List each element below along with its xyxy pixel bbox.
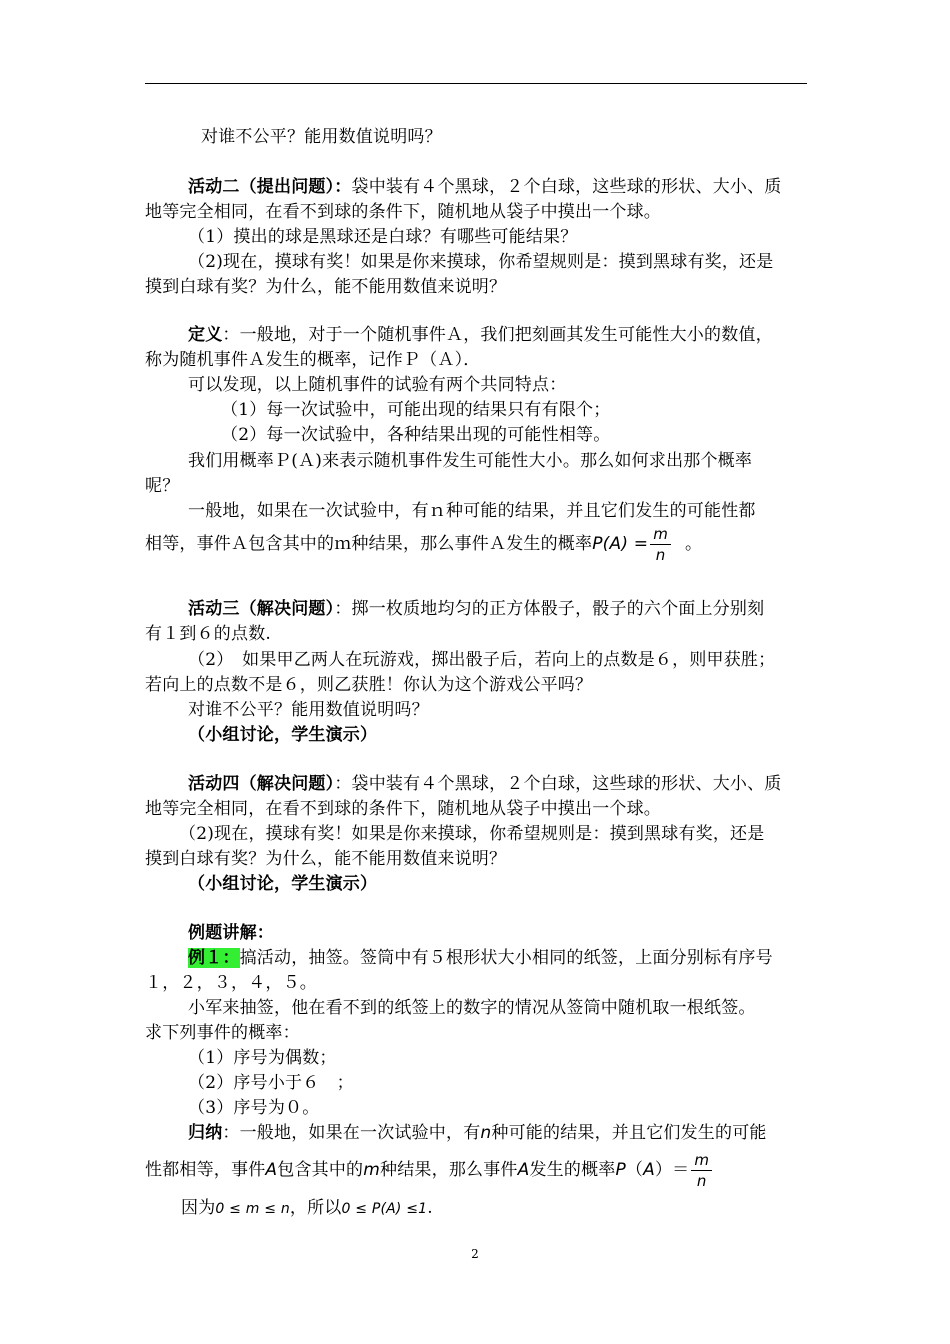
text: 例题讲解： — [188, 923, 274, 943]
page-number: 2 — [471, 1247, 479, 1261]
activity-two-heading: 活动二（提出问题）： — [188, 177, 352, 197]
feature-2 — [145, 423, 807, 447]
equals-sign: ＝ — [672, 1160, 690, 1180]
activity-four-question-2a — [145, 822, 807, 846]
text: （小组讨论，学生演示） — [188, 725, 378, 745]
text: ：一般地，如果在一次试验中，有 — [222, 1123, 481, 1143]
text: （2)现在，摸球有奖！如果是你来摸球，你希望规则是：摸到黑球有奖，还是 — [188, 252, 774, 272]
activity-two-question-2a — [145, 250, 807, 274]
text: 若向上的点数不是６，则乙获胜！你认为这个游戏公平吗？ — [145, 675, 593, 695]
inequality-expression: 0 ≤ m ≤ n — [215, 1201, 290, 1217]
text: 对谁不公平？能用数值说明吗？ — [201, 127, 442, 147]
variable-n: n — [480, 1123, 492, 1143]
fraction-numerator: m — [650, 524, 671, 545]
text: （1）摸出的球是黑球还是白球？有哪些可能结果？ — [188, 227, 578, 247]
group-discussion-1 — [145, 723, 807, 747]
activity-four-question-2b — [145, 847, 807, 871]
variable-p: P — [615, 1160, 626, 1180]
definition-line-2 — [145, 348, 807, 372]
activity-three-question-2a — [145, 648, 807, 672]
activity-two-line-2 — [145, 200, 807, 224]
text: 性都相等，事件 — [145, 1160, 266, 1180]
probability-range-expression: 0 ≤ P(A) ≤1 — [341, 1201, 428, 1217]
text: （2） 如果甲乙两人在玩游戏，掷出骰子后，若向上的点数是６，则甲获胜； — [188, 650, 776, 670]
text: ：掷一枚质地均匀的正方体骰子，骰子的六个面上分别刻 — [334, 599, 765, 619]
text: （2）序号小于６ ； — [188, 1073, 354, 1093]
example-1-line-3 — [145, 996, 807, 1020]
activity-three-question-3 — [145, 698, 807, 722]
activity-four-heading: 活动四（解决问题） — [188, 774, 335, 794]
inequality-line — [145, 1196, 807, 1221]
summary-line-2 — [145, 1148, 807, 1192]
example-1-line-4 — [145, 1021, 807, 1045]
features-intro — [145, 373, 807, 397]
text: 发生的概率 — [529, 1160, 616, 1180]
text: 。 — [685, 534, 703, 554]
variable-a: A — [643, 1160, 655, 1180]
question-line-a — [145, 449, 807, 473]
example-1-label: 例１： — [188, 948, 240, 968]
text: 地等完全相同，在看不到球的条件下，随机地从袋子中摸出一个球。 — [145, 202, 661, 222]
text: （2）每一次试验中，各种结果出现的可能性相等。 — [221, 425, 611, 445]
fraction-m-over-n — [691, 1150, 712, 1191]
text: 包含其中的 — [277, 1160, 364, 1180]
text: . — [427, 1198, 433, 1218]
text: 地等完全相同，在看不到球的条件下，随机地从袋子中摸出一个球。 — [145, 799, 661, 819]
text: ：一般地，对于一个随机事件Ａ，我们把刻画其发生可能性大小的数值， — [222, 325, 773, 345]
activity-three-line-2 — [145, 622, 807, 646]
variable-a: A — [517, 1160, 530, 1180]
text: 求下列事件的概率： — [145, 1023, 300, 1043]
text: 袋中装有４个黑球，２个白球，这些球的形状、大小、质 — [351, 177, 782, 197]
summary-line-1 — [145, 1121, 807, 1145]
text: 有１到６的点数. — [145, 624, 272, 644]
question-line-b — [145, 474, 807, 498]
text: １，２，３，４，５。 — [145, 973, 317, 993]
fraction-m-over-n — [650, 524, 671, 565]
fraction-denominator: n — [696, 1172, 707, 1190]
text: ，所以 — [289, 1198, 342, 1218]
definition-heading: 定义 — [188, 325, 223, 345]
header-rule — [145, 83, 807, 84]
example-1-line-2 — [145, 971, 807, 995]
text: 搞活动，抽签。签筒中有５根形状大小相同的纸签，上面分别标有序号 — [239, 948, 773, 968]
text: 呢？ — [145, 476, 180, 496]
text: 我们用概率Ｐ(Ａ)来表示随机事件发生可能性大小。那么如何求出那个概率 — [188, 451, 753, 471]
group-discussion-2 — [145, 872, 807, 896]
activity-two-question-1 — [145, 225, 807, 249]
text: （2)现在，摸球有奖！如果是你来摸球，你希望规则是：摸到黑球有奖，还是 — [179, 824, 765, 844]
feature-1 — [145, 398, 807, 422]
definition-line-1 — [145, 323, 807, 347]
activity-two-question-2b — [145, 275, 807, 299]
activity-two-line-1 — [145, 175, 807, 199]
text: 可以发现，以上随机事件的试验有两个共同特点： — [188, 375, 567, 395]
variable-m: m — [363, 1160, 381, 1180]
text: ：袋中装有４个黑球，２个白球，这些球的形状、大小、质 — [334, 774, 782, 794]
summary-heading: 归纳 — [188, 1123, 223, 1143]
text: ） — [654, 1160, 673, 1180]
activity-three-question-2b — [145, 673, 807, 697]
variable-a: A — [265, 1160, 278, 1180]
example-1-line-1 — [145, 946, 807, 970]
text: 一般地，如果在一次试验中，有ｎ种可能的结果，并且它们发生的可能性都 — [188, 501, 756, 521]
text: 种结果，那么事件 — [380, 1160, 518, 1180]
text: 相等，事件Ａ包含其中的ｍ种结果，那么事件Ａ发生的概率 — [145, 534, 593, 554]
activity-four-line-1 — [145, 772, 807, 796]
text: 对谁不公平？能用数值说明吗？ — [188, 700, 429, 720]
fraction-numerator: m — [691, 1150, 712, 1171]
example-1-item-1 — [145, 1046, 807, 1070]
general-line-a — [145, 499, 807, 523]
paragraph — [145, 125, 807, 149]
examples-heading — [145, 921, 807, 945]
fraction-denominator: n — [655, 546, 666, 564]
text: （1）序号为偶数； — [188, 1048, 337, 1068]
text: 因为 — [181, 1198, 216, 1218]
example-1-item-2 — [145, 1071, 807, 1095]
text: （小组讨论，学生演示） — [188, 874, 378, 894]
text: 摸到白球有奖？为什么，能不能用数值来说明？ — [145, 277, 507, 297]
text: （1）每一次试验中，可能出现的结果只有有限个； — [221, 400, 611, 420]
text: 称为随机事件Ａ发生的概率，记作Ｐ（Ａ）． — [145, 350, 481, 370]
text: （3）序号为０。 — [188, 1098, 320, 1118]
general-line-b — [145, 522, 807, 566]
text: 摸到白球有奖？为什么，能不能用数值来说明？ — [145, 849, 507, 869]
text: 小军来抽签，他在看不到的纸签上的数字的情况从签筒中随机取一根纸签。 — [188, 998, 756, 1018]
text: （ — [625, 1160, 644, 1180]
probability-expression: P(A) = — [592, 534, 649, 554]
activity-three-heading: 活动三（解决问题） — [188, 599, 335, 619]
example-1-item-3 — [145, 1096, 807, 1120]
activity-three-line-1 — [145, 597, 807, 621]
activity-four-line-2 — [145, 797, 807, 821]
text: 种可能的结果，并且它们发生的可能 — [491, 1123, 767, 1143]
